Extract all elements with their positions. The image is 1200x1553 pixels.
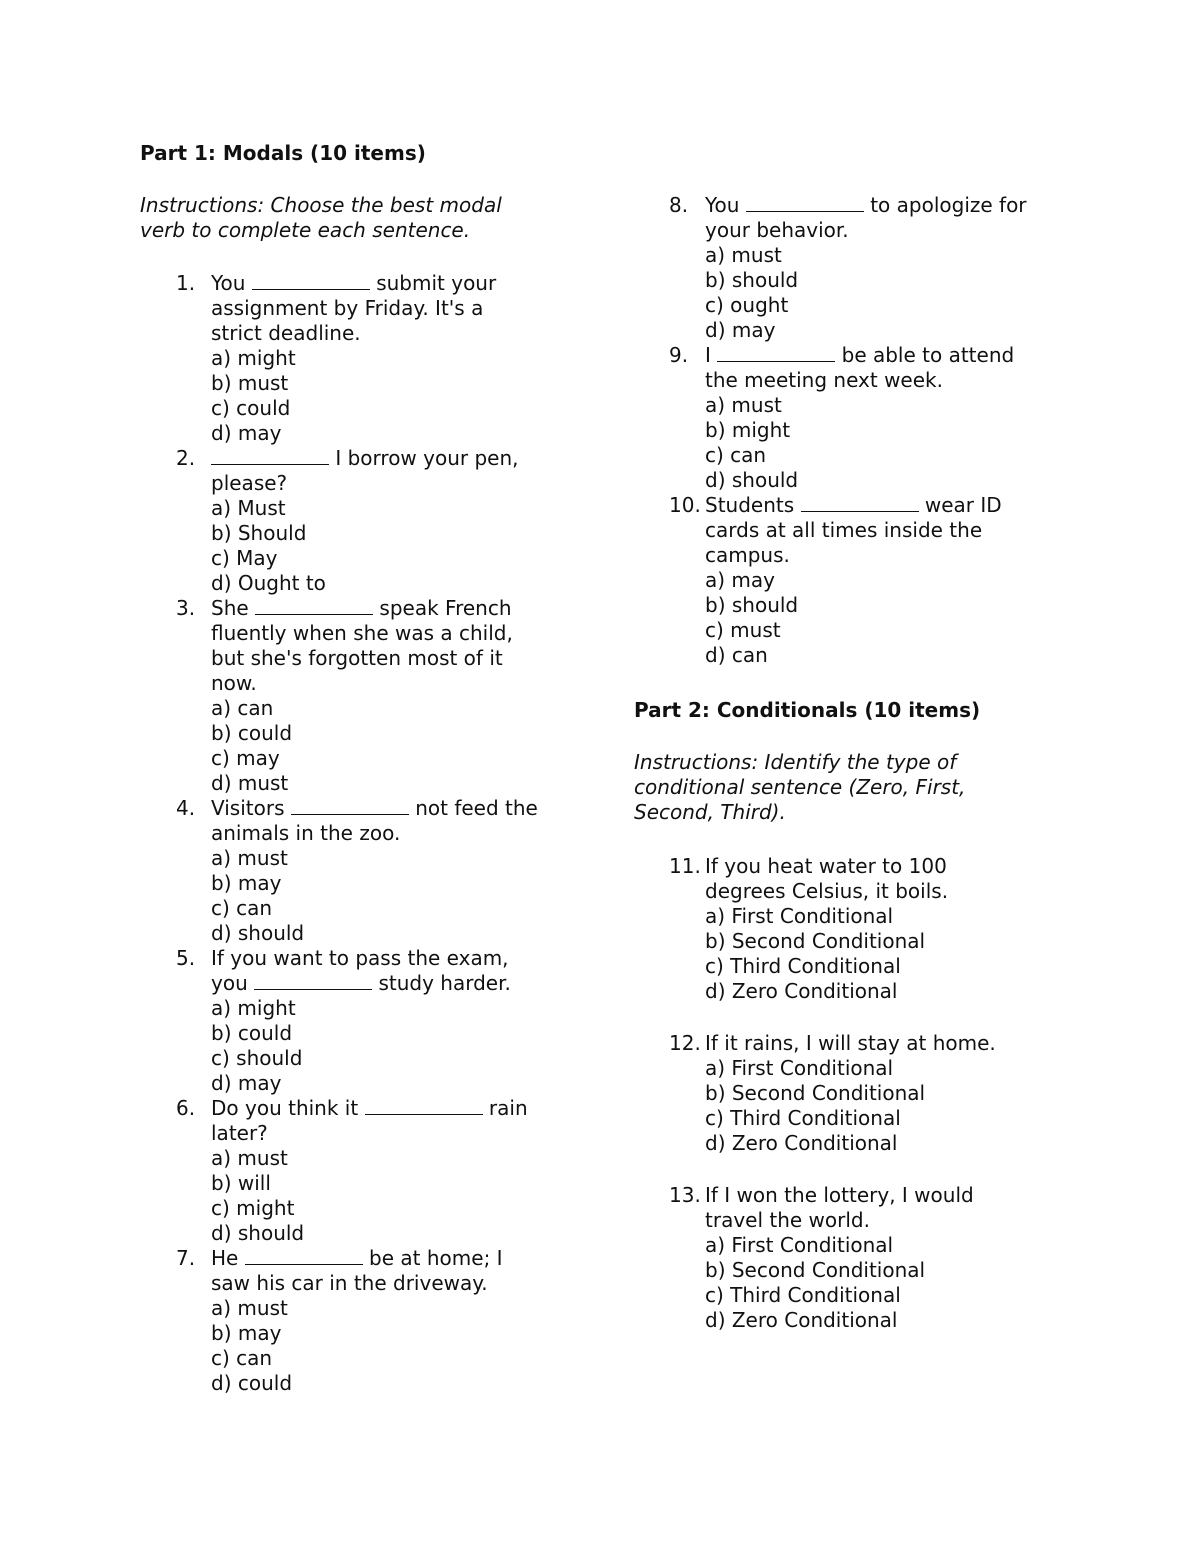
answer-option: b) could — [211, 721, 293, 745]
question-text: If I won the lottery, I would — [705, 1183, 974, 1207]
item-number: 8. — [669, 193, 689, 217]
answer-option: d) should — [211, 921, 305, 945]
answer-option: a) Must — [211, 496, 286, 520]
part-title: Part 1: Modals (10 items) — [140, 141, 426, 165]
question-text: now. — [211, 671, 257, 695]
part-title: Part 2: Conditionals (10 items) — [634, 698, 981, 722]
answer-option: b) will — [211, 1171, 271, 1195]
answer-option: b) Second Conditional — [705, 929, 926, 953]
question-text: She speak French — [211, 596, 512, 620]
answer-option: d) Zero Conditional — [705, 1131, 898, 1155]
answer-option: d) may — [211, 421, 282, 445]
question-text: later? — [211, 1121, 268, 1145]
answer-option: d) may — [705, 318, 776, 342]
answer-option: d) must — [211, 771, 289, 795]
answer-option: c) May — [211, 546, 278, 570]
instructions-text: Instructions: Choose the best modal — [140, 193, 502, 217]
question-text: cards at all times inside the — [705, 518, 983, 542]
question-text: please? — [211, 471, 288, 495]
question-text: I borrow your pen, — [211, 446, 519, 471]
answer-option: a) may — [705, 568, 775, 592]
item-number: 11. — [669, 854, 701, 878]
answer-option: c) should — [211, 1046, 303, 1070]
answer-option: d) Zero Conditional — [705, 1308, 898, 1332]
question-text: degrees Celsius, it boils. — [705, 879, 949, 903]
answer-option: c) can — [705, 443, 767, 467]
answer-option: d) Zero Conditional — [705, 979, 898, 1003]
answer-option: c) may — [211, 746, 280, 770]
answer-option: a) First Conditional — [705, 1056, 894, 1080]
item-number: 6. — [176, 1096, 196, 1120]
answer-blank — [245, 1246, 363, 1265]
item-number: 3. — [176, 596, 196, 620]
item-number: 9. — [669, 343, 689, 367]
answer-option: c) might — [211, 1196, 295, 1220]
answer-blank — [801, 493, 919, 512]
question-text: travel the world. — [705, 1208, 870, 1232]
question-text: Students wear ID — [705, 493, 1002, 517]
item-number: 10. — [669, 493, 701, 517]
answer-option: a) must — [705, 243, 782, 267]
item-number: 13. — [669, 1183, 701, 1207]
item-number: 4. — [176, 796, 196, 820]
answer-option: b) could — [211, 1021, 293, 1045]
answer-blank — [365, 1096, 483, 1115]
question-text: I be able to attend — [705, 343, 1015, 367]
answer-option: d) should — [705, 468, 799, 492]
answer-option: b) Second Conditional — [705, 1258, 926, 1282]
item-number: 2. — [176, 446, 196, 470]
question-text: but she's forgotten most of it — [211, 646, 503, 670]
answer-option: b) Second Conditional — [705, 1081, 926, 1105]
question-text: your behavior. — [705, 218, 849, 242]
answer-option: b) Should — [211, 521, 307, 545]
answer-option: a) might — [211, 996, 296, 1020]
question-text: assignment by Friday. It's a — [211, 296, 484, 320]
answer-option: b) should — [705, 593, 799, 617]
answer-option: c) Third Conditional — [705, 1283, 901, 1307]
instructions-text: Second, Third). — [634, 800, 786, 824]
item-number: 7. — [176, 1246, 196, 1270]
question-text: You to apologize for — [705, 193, 1027, 217]
answer-option: a) must — [211, 1296, 288, 1320]
answer-option: a) must — [705, 393, 782, 417]
question-text: the meeting next week. — [705, 368, 943, 392]
answer-option: a) First Conditional — [705, 904, 894, 928]
question-text: Visitors not feed the — [211, 796, 538, 820]
question-text: He be at home; I — [211, 1246, 503, 1270]
item-number: 1. — [176, 271, 196, 295]
question-text: If you heat water to 100 — [705, 854, 947, 878]
answer-option: c) must — [705, 618, 781, 642]
question-text: You submit your — [211, 271, 497, 295]
answer-option: b) must — [211, 371, 289, 395]
question-text: Do you think it rain — [211, 1096, 528, 1120]
question-text: If it rains, I will stay at home. — [705, 1031, 996, 1055]
question-text: saw his car in the driveway. — [211, 1271, 488, 1295]
question-text: If you want to pass the exam, — [211, 946, 509, 970]
answer-blank — [254, 971, 372, 990]
answer-blank — [255, 596, 373, 615]
answer-option: a) First Conditional — [705, 1233, 894, 1257]
answer-option: d) could — [211, 1371, 293, 1395]
answer-option: a) must — [211, 1146, 288, 1170]
answer-blank — [746, 193, 864, 212]
answer-option: c) ought — [705, 293, 789, 317]
answer-option: d) may — [211, 1071, 282, 1095]
answer-option: a) must — [211, 846, 288, 870]
answer-option: c) Third Conditional — [705, 954, 901, 978]
answer-option: b) may — [211, 871, 282, 895]
answer-blank — [252, 271, 370, 290]
answer-blank — [291, 796, 409, 815]
answer-option: d) can — [705, 643, 768, 667]
answer-blank — [211, 446, 329, 465]
question-text: strict deadline. — [211, 321, 361, 345]
answer-option: a) might — [211, 346, 296, 370]
answer-option: b) may — [211, 1321, 282, 1345]
answer-option: d) should — [211, 1221, 305, 1245]
item-number: 5. — [176, 946, 196, 970]
answer-option: c) can — [211, 1346, 273, 1370]
answer-option: c) could — [211, 396, 291, 420]
question-text: animals in the zoo. — [211, 821, 401, 845]
instructions-text: Instructions: Identify the type of — [634, 750, 957, 774]
answer-option: b) should — [705, 268, 799, 292]
item-number: 12. — [669, 1031, 701, 1055]
question-text: you study harder. — [211, 971, 511, 995]
answer-option: b) might — [705, 418, 791, 442]
answer-option: d) Ought to — [211, 571, 326, 595]
answer-option: a) can — [211, 696, 274, 720]
instructions-text: verb to complete each sentence. — [140, 218, 471, 242]
question-text: campus. — [705, 543, 790, 567]
answer-option: c) Third Conditional — [705, 1106, 901, 1130]
question-text: fluently when she was a child, — [211, 621, 513, 645]
answer-blank — [717, 343, 835, 362]
instructions-text: conditional sentence (Zero, First, — [634, 775, 966, 799]
answer-option: c) can — [211, 896, 273, 920]
